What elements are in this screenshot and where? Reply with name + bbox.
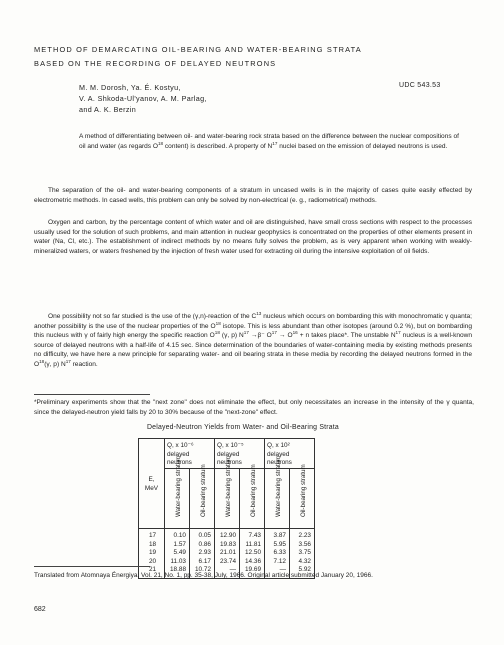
water-bearing-label: Water-bearing stratum — [175, 455, 182, 517]
table-cell: 19.83 — [220, 540, 236, 548]
table-cell: 0.05 — [198, 532, 211, 539]
body-paragraph-3 — [34, 312, 472, 370]
table-cell: 4.32 — [298, 557, 311, 565]
abstract-sup-a: 18 — [157, 140, 164, 146]
table-cell: 12.50 — [245, 549, 261, 557]
table-cell: 0.86 — [198, 540, 211, 548]
water-bearing-label: Water-bearing stratum — [225, 455, 232, 517]
water-bearing-header — [165, 455, 190, 529]
water-bearing-header — [265, 455, 290, 529]
water-bearing-header — [215, 455, 240, 529]
table-cell: 0.10 — [173, 532, 186, 539]
table-cell: 23.74 — [220, 557, 236, 565]
table-cell: 5.49 — [173, 549, 186, 557]
abstract-text-b: content) is described. A property of N — [163, 142, 273, 150]
table-cell: 3.87 — [273, 532, 286, 539]
page-number: 682 — [34, 606, 46, 613]
table-cell: 18.88 — [170, 566, 186, 574]
abstract-text-c: nuclei based on the emission of delayed neutrons is used. — [277, 142, 448, 150]
p3-text-e: →β⁻ O — [248, 332, 272, 340]
author-line-1: M. M. Dorosh, Ya. É. Kostyu, — [79, 83, 181, 92]
table-cell: — — [279, 566, 286, 574]
table-cell: 7.43 — [248, 532, 261, 539]
p3-sup-g: 17 — [395, 330, 401, 336]
p3-text-j: reaction. — [70, 360, 98, 368]
p3-sup-b: 18 — [215, 320, 221, 326]
group-header-3: Q, x 10² delayed neutrons — [265, 439, 315, 469]
table-caption: Delayed-Neutron Yields from Water- and Oil-Bearing Strata — [147, 424, 339, 431]
oil-bearing-header — [240, 463, 265, 529]
table-cell: 11.03 — [170, 557, 186, 565]
table-cell: 19 — [148, 549, 157, 557]
table-cell: 17 — [148, 532, 157, 539]
table-cell: 7.12 — [273, 557, 286, 565]
table-cell: 5.95 — [273, 540, 286, 548]
author-line-2: V. A. Shkoda-Ul'yanov, A. M. Parlag, — [79, 94, 207, 103]
p3-text-g: + n takes place*. The unstable N — [297, 332, 396, 340]
oil-bearing-label: Oil-bearing stratum — [300, 463, 307, 517]
author-line-3: and A. K. Berzin — [79, 105, 137, 114]
article-title-line-1: METHOD OF DEMARCATING OIL-BEARING AND WATER-BEARING STRATA — [34, 45, 362, 54]
table-cell: 3.75 — [298, 549, 311, 557]
abstract-sup-b: 17 — [272, 140, 278, 146]
oil-bearing-label: Oil-bearing stratum — [250, 463, 257, 517]
table-cell: 2.93 — [198, 549, 211, 557]
p3-text-d: (γ, p) N — [219, 332, 244, 340]
abstract-text-a: A method of differentiating between oil- and water-bearing rock strata based on the difference between the nuclear compositions of oil and water (as regards O — [79, 133, 459, 150]
p3-sup-h: 18 — [39, 358, 45, 364]
footnote: *Preliminary experiments show that the "next zone" does not eliminate the effect, but only necessitates an increase in the intensity of the γ quanta, since the delayed-neutron yield falls by 20 to 30% because of the "next-zone" effect. — [34, 399, 474, 416]
table-cell: 5.92 — [298, 566, 311, 574]
oil-bearing-header — [190, 463, 215, 529]
table-cell: 20 — [148, 557, 157, 565]
body-paragraph-1: The separation of the oil- and water-bearing components of a stratum in uncased wells is in the majority of cases quite easily effected by electrometric methods. In cased wells, this problem can only be solved by non-electrical (e. g., radiometrical) methods. — [34, 187, 472, 204]
abstract — [79, 132, 459, 151]
table-cell: 3.56 — [298, 540, 311, 548]
energy-column-header — [139, 439, 165, 529]
water-bearing-label: Water-bearing stratum — [275, 455, 282, 517]
oil-bearing-label: Oil-bearing stratum — [200, 463, 207, 517]
p3-sup-e: 17 — [271, 330, 277, 336]
body-paragraph-2: Oxygen and carbon, by the percentage content of which water and oil are distinguished, have small cross sections with respect to the processes usually used for the solution of such problems, and main attention in nuclear geophysics is concentrated on the properties of other elements present in water (Na, Cl, etc.). The establishment of indirect methods by no means fully solves the problem, as is very apparent when working with weakly-mineralized waters, or waters freshened by the injection of fresh water used for extracting oil during the intensive exploitation of oil fields. — [34, 219, 472, 255]
udc-code: UDC 543.53 — [399, 82, 441, 89]
table-cell: 14.36 — [245, 557, 261, 565]
group-header-1: Q, x 10⁻⁶ delayed neutrons — [165, 439, 215, 469]
p3-text-c: isotope. This is less abundant than other isotopes (around 0.2 %), but on bombarding this nucleus with γ of fairly high energy the specific reaction O — [34, 322, 472, 340]
p3-sup-i: 17 — [65, 358, 71, 364]
table-cell: 21.01 — [220, 549, 236, 557]
group-header-2: Q, x 10⁻⁵ delayed neutrons — [215, 439, 265, 469]
table-cell: 2.23 — [298, 532, 311, 539]
energy-header-text: E, MeV — [144, 475, 159, 492]
p3-text-h: nucleus is a well-known source of delayed neutrons with a half-life of 4.15 sec. Since determination of the boundaries of water-containing media by existing methods presents no difficulty, we have here a new principle for separating water- and oil bearing strata in these media by recording the delayed neutrons formed in the O — [34, 332, 473, 368]
table-cell: 21 — [148, 566, 157, 574]
table-cell: 18 — [148, 540, 157, 548]
p3-text-f: → O — [276, 332, 293, 340]
table-cell: 11.81 — [245, 540, 261, 548]
translation-note: Translated from Atomnaya Énergiya, Vol. 21, No. 1, pp. 35-38, July, 1966. Original article submitted January 20, 1966. — [34, 572, 373, 579]
article-title-line-2: BASED ON THE RECORDING OF DELAYED NEUTRONS — [34, 59, 277, 68]
p3-sup-c: 18 — [214, 330, 220, 336]
p3-sup-d: 17 — [243, 330, 249, 336]
table-cell: — — [229, 566, 236, 574]
delayed-neutron-yields-table — [138, 438, 315, 579]
p3-text-i: (γ, p) N — [44, 360, 66, 368]
table-cell: 12.90 — [220, 532, 236, 539]
table-cell: 1.57 — [173, 540, 186, 548]
p3-sup-f: 16 — [292, 330, 298, 336]
p3-text-b: nucleus which occurs on bombarding this with monochromatic γ quanta; another possibility is the use of the nuclear properties of the O — [34, 313, 472, 330]
table-cell: 19.69 — [245, 566, 261, 574]
oil-bearing-header — [290, 463, 315, 529]
author-list — [79, 82, 207, 115]
bottom-rule — [34, 566, 150, 567]
table-cell: 10.72 — [195, 566, 211, 574]
p3-text-a: One possibility not so far studied is the use of the (γ,n)-reaction of the C — [48, 313, 257, 320]
table-cell: 6.33 — [273, 549, 286, 557]
table-cell: 6.17 — [198, 557, 211, 565]
footnote-rule — [34, 394, 150, 395]
p3-sup-a: 13 — [256, 311, 262, 316]
